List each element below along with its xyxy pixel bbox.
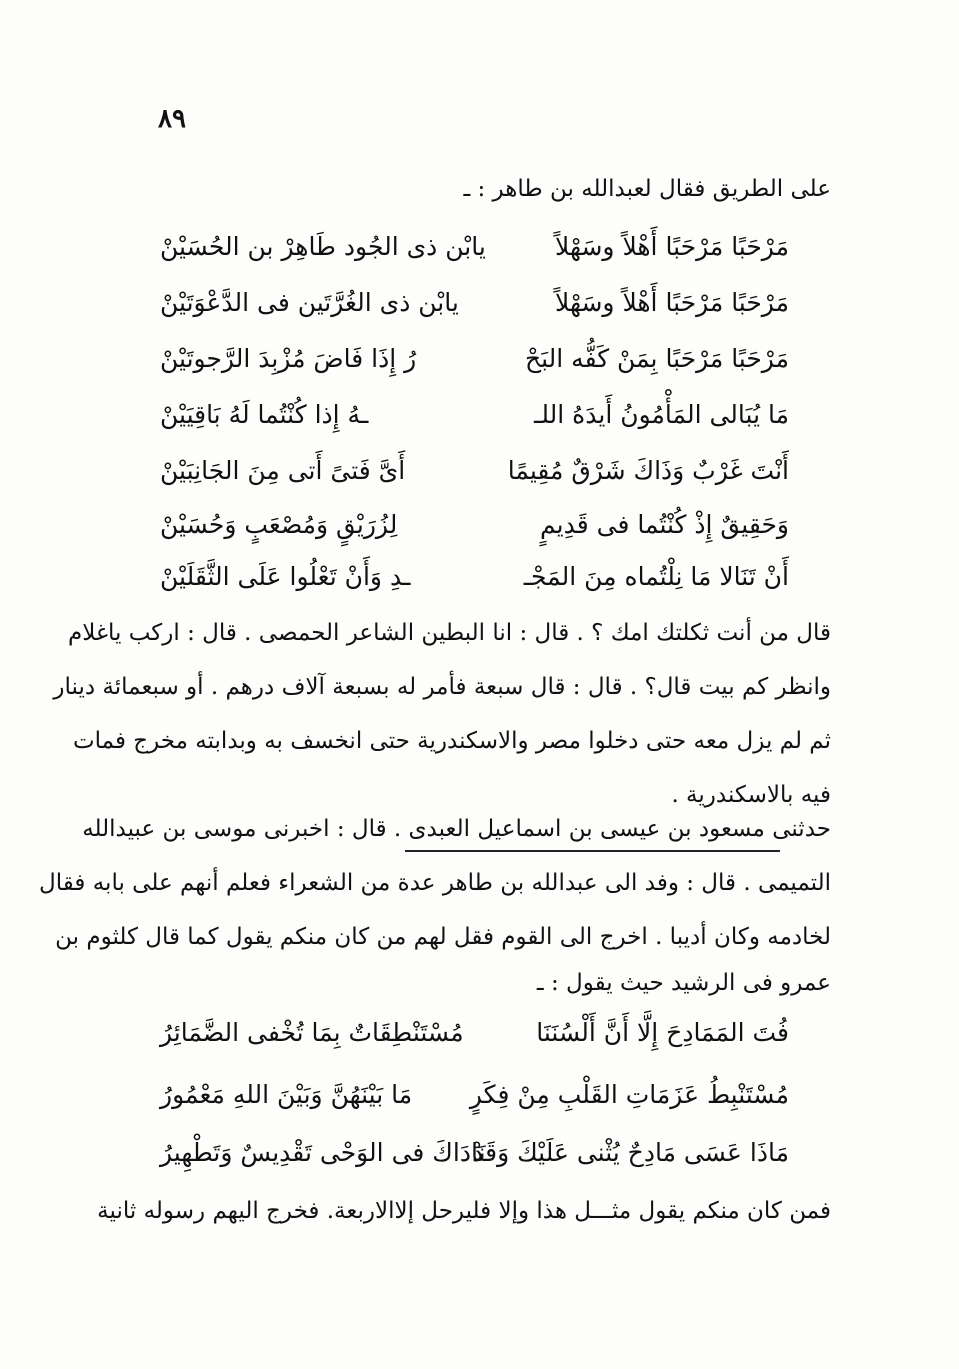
verse [160,1080,789,1120]
verse-first-hemistich: مَا يُبَالى المَأْمُونُ أَيدَهُ اللـ [534,400,789,429]
prose-line: قال من أنت ثكلتك امك ؟ . قال : انا البطين الشاعر الحمصى . قال : اركب ياغلام [68,620,831,646]
verse-second-hemistich: ـدِ وَأَنْ تَعْلُوا عَلَى الثَّقَلَيْنْ [160,562,411,591]
page-number: ٨٩ [158,104,186,134]
verse-second-hemistich: مَاذَا عَسَى مَادِحٌ يُثْنى عَلَيْكَ وَقَدْ [472,1138,789,1167]
verse [160,232,789,272]
verse-first-hemistich: وَحَقِيقٌ إِذْ كُنْتُما فى قَدِيمٍ [540,510,789,539]
intro-line: على الطريق فقال لعبدالله بن طاهر : ـ [463,176,831,202]
prose-line: عمرو فى الرشيد حيث يقول : ـ [536,970,831,996]
verse-first-hemistich: أَنْتَ غَرْبٌ وَذَاكَ شَرْقٌ مُقِيمًا [507,456,789,485]
verse [160,1138,789,1178]
verse-second-hemistich: رُ إِذَا فَاضَ مُزْبِدَ الرَّجوتَيْنْ [160,344,417,373]
verse [160,562,789,602]
verse [160,456,789,496]
prose-line: التميمى . قال : وفد الى عبدالله بن طاهر عدة من الشعراء فعلم أنهم على بابه فقال [39,870,831,896]
closing-line: فمن كان منكم يقول مثـــل هذا وإلا فليرحل إلاالاربعة. فخرج اليهم رسوله ثانية [97,1198,831,1224]
verse [160,1018,789,1058]
prose-line: وانظر كم بيت قال؟ . قال : قال سبعة فأمر له بسبعة آلاف درهم . أو سبعمائة دينار [53,674,831,700]
prose-line: ثم لم يزل معه حتى دخلوا مصر والاسكندرية حتى انخسف به وبدابته مخرج فمات [72,728,831,754]
verse [160,344,789,384]
verse-second-hemistich: مُسْتَنْبِطُ عَزَمَاتِ القَلْبِ مِنْ فِكَرٍ [469,1080,789,1109]
verse-second-hemistich: يابْن ذى الغُرَّتَين فى الدَّعْوَتَيْنْ [160,288,459,317]
prose-line: لخادمه وكان أديبا . اخرج الى القوم فقل لهم من كان منكم يقول كما قال كلثوم بن [55,924,831,950]
verse-first-hemistich: أَنْ تَنَالا مَا نِلْتُماه مِنَ المَجْـ [523,562,789,591]
verse-first-hemistich: مَا بَيْنَهُنَّ وَبَيْنَ اللهِ مَعْمُورُ [160,1080,413,1109]
verse-first-hemistich: مَرْحَبًا مَرْحَبًا أَهْلاً وسَهْلاً [555,288,789,317]
verse-first-hemistich: مَرْحَبًا مَرْحَبًا بِمَنْ كَفُّه البَحْ [524,344,789,373]
verse-second-hemistich: لِزُرَيْقٍ وَمُصْعَبٍ وَحُسَيْنْ [160,510,398,539]
verse [160,400,789,440]
verse-second-hemistich: أَىَّ فَتىً أَتى مِنَ الجَانِبَيْنْ [160,456,406,485]
verse-first-hemistich: مَرْحَبًا مَرْحَبًا أَهْلاً وسَهْلاً [555,232,789,261]
verse [160,510,789,550]
verse-first-hemistich: مُسْتَنْطِقَاتٌ بِمَا تُخْفى الضَّمَائِرُ [160,1018,464,1047]
underline-rule [405,850,780,852]
verse [160,288,789,328]
prose-line: فيه بالاسكندرية . [671,782,831,808]
prose-line: حدثنى مسعود بن عيسى بن اسماعيل العبدى . قال : اخبرنى موسى بن عبيدالله [82,816,831,842]
verse-first-hemistich: نَادَاكَ فى الوَحْى تَقْدِيسٌ وَتَطْهِيرُ [160,1138,486,1167]
verse-second-hemistich: فُتَ المَمَادِحَ إِلَّا أَنَّ أَلْسُنَنَا [536,1018,789,1047]
verse-second-hemistich: يابْن ذى الجُود طَاهِرْ بن الحُسَيْنْ [160,232,486,261]
verse-second-hemistich: ـهُ إِذا كُنْتُما لَهُ بَاقِيَيْنْ [160,400,369,429]
